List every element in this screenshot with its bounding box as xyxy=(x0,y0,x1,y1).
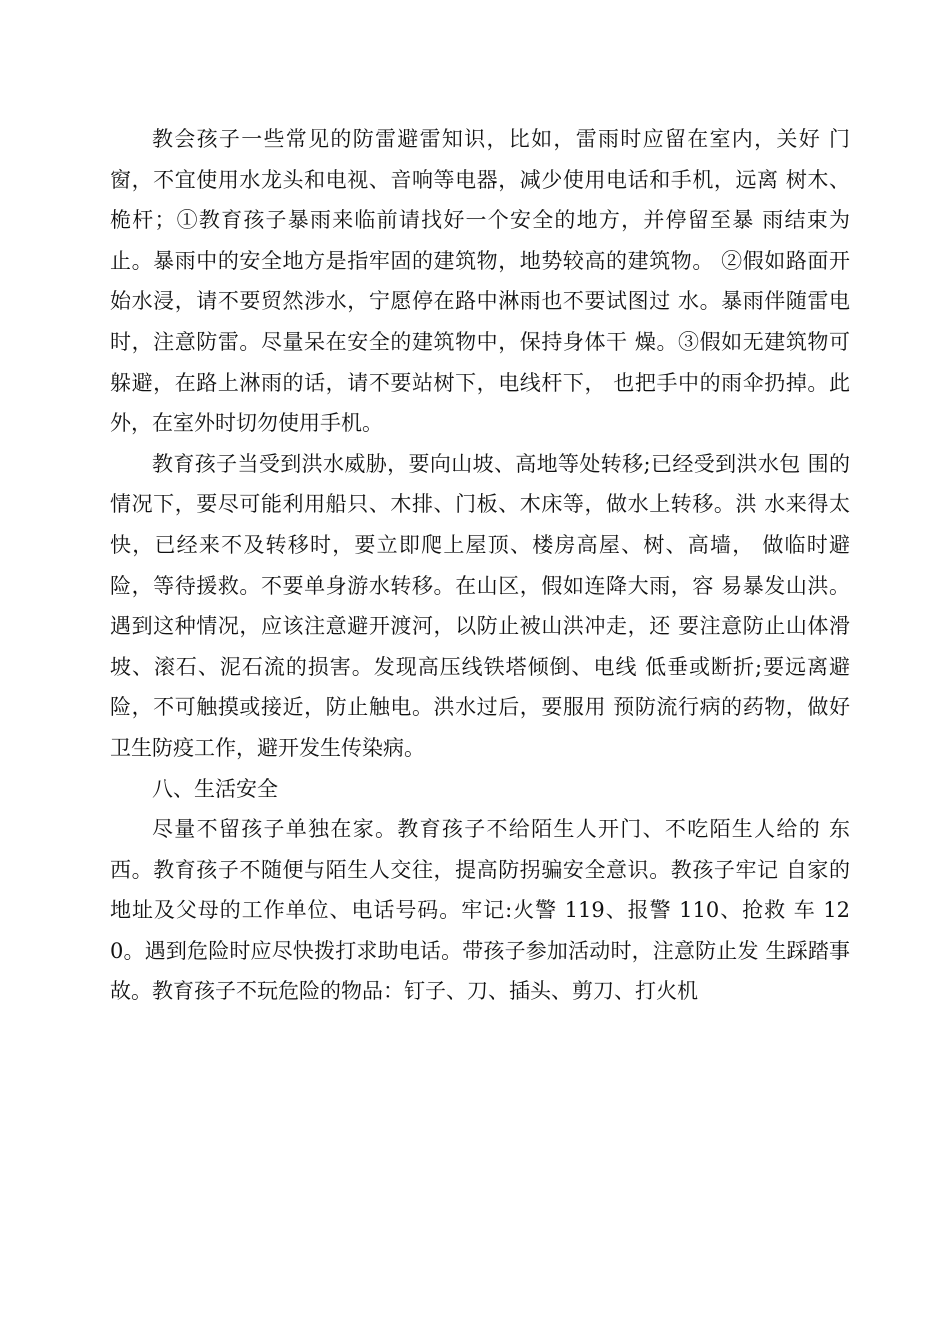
paragraph-lightning-storm-safety: 教会孩子一些常见的防雷避雷知识，比如，雷雨时应留在室内，关好 门窗，不宜使用水龙头和电视、音响等电器，减少使用电话和手机，远离 树木、桅杆；①教育孩子暴雨来临前请找好一个安全的地方，并停留至暴 雨结束为止。暴雨中的安全地方是指牢固的建筑物，地势较高的建筑物。 ②假如路面开始水浸，请不要贸然涉水，宁愿停在路中淋雨也不要试图过 水。暴雨伴随雷电时，注意防雷。尽量呆在安全的建筑物中，保持身体干 燥。③假如无建筑物可躲避，在路上淋雨的话，请不要站树下，电线杆下， 也把手中的雨伞扔掉。此外，在室外时切勿使用手机。 xyxy=(110,127,850,436)
document-page xyxy=(110,119,850,1012)
section-heading-life-safety: 八、生活安全 xyxy=(152,776,278,801)
paragraph-flood-safety: 教育孩子当受到洪水威胁，要向山坡、高地等处转移;已经受到洪水包 围的情况下，要尽可能利用船只、木排、门板、木床等，做水上转移。洪 水来得太快，已经来不及转移时，要立即爬上屋顶、楼房高屋、树、高墙， 做临时避险，等待援救。不要单身游水转移。在山区，假如连降大雨，容 易暴发山洪。遇到这种情况，应该注意避开渡河，以防止被山洪冲走，还 要注意防止山体滑坡、滚石、泥石流的损害。发现高压线铁塔倾倒、电线 低垂或断折;要远离避险，不可触摸或接近，防止触电。洪水过后，要服用 预防流行病的药物，做好卫生防疫工作，避开发生传染病。 xyxy=(110,451,850,760)
paragraph-life-safety: 尽量不留孩子单独在家。教育孩子不给陌生人开门、不吃陌生人给的 东西。教育孩子不随便与陌生人交往，提高防拐骗安全意识。教孩子牢记 自家的地址及父母的工作单位、电话号码。牢记:火警 119、报警 110、抢救 车 120。遇到危险时应尽快拨打求助电话。带孩子参加活动时，注意防止发 生踩踏事故。教育孩子不玩危险的物品：钉子、刀、插头、剪刀、打火机 xyxy=(110,817,850,1004)
